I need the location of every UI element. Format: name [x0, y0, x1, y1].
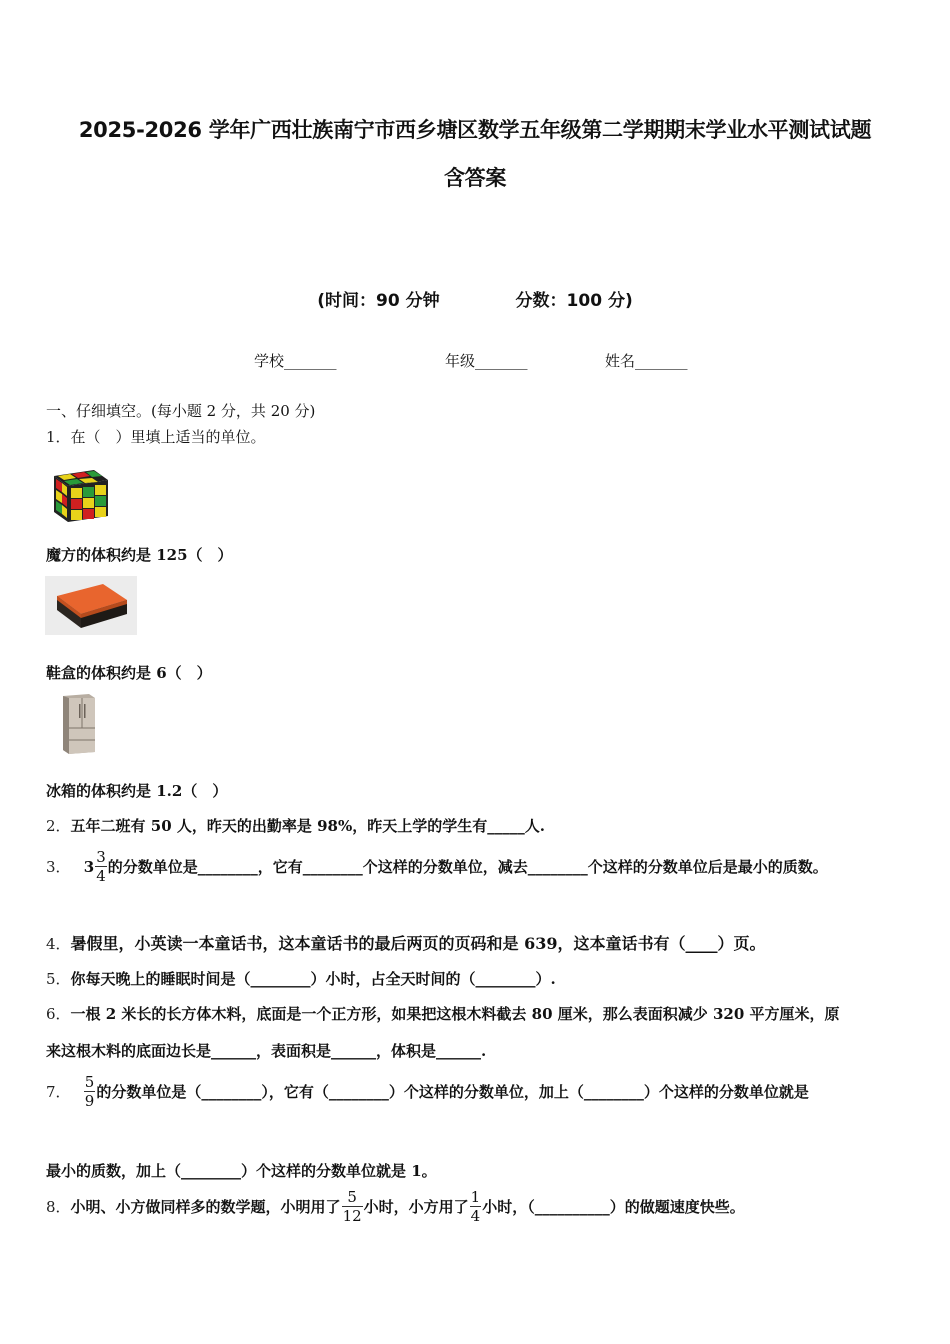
shoebox-image [45, 576, 137, 635]
question-7-continued: 最小的质数，加上（________）个这样的分数单位就是 1。 [46, 1162, 437, 1180]
denominator: 9 [84, 1092, 95, 1110]
question-text: 五年二班有 50 人，昨天的出勤率是 98%，昨天上学的学生有_____人. [70, 817, 545, 835]
denominator: 4 [96, 867, 106, 885]
question-7 [46, 1073, 809, 1110]
name-field: 姓名_______ [605, 352, 688, 370]
question-number: 4． [46, 935, 71, 953]
question-1 [46, 426, 266, 447]
question-8 [46, 1188, 745, 1225]
exam-score: 分数：100 分) [515, 291, 633, 311]
grade-field: 年级_______ [445, 352, 528, 370]
question-number: 6． [46, 1005, 71, 1023]
question-number: 2． [46, 817, 71, 835]
fraction [84, 1073, 96, 1110]
question-text: 你每天晚上的睡眠时间是（________）小时，占全天时间的（________）. [70, 970, 556, 988]
question-1b: 鞋盒的体积约是 6（ ） [46, 664, 212, 682]
question-text: 暑假里，小英读一本童话书，这本童话书的最后两页的页码和是 639，这本童话书有（____）页。 [70, 934, 766, 953]
denominator: 12 [342, 1207, 362, 1225]
fraction-1 [342, 1188, 363, 1225]
fraction-2 [470, 1188, 482, 1225]
exam-time: (时间：90 分钟 [317, 291, 440, 311]
question-text: 的分数单位是________，它有________个这样的分数单位，减去________个这样的分数单位后是最小的质数。 [107, 858, 828, 876]
numerator: 5 [84, 1073, 95, 1091]
title-line-1: 2025-2026 学年广西壮族南宁市西乡塘区数学五年级第二学期期末学业水平测试试题 [78, 118, 872, 142]
exam-meta [0, 286, 950, 311]
question-text-part-1: 小明、小方做同样多的数学题，小明用了 [70, 1198, 341, 1216]
question-text: 在（ ）里填上适当的单位。 [70, 428, 266, 446]
question-number: 7． [46, 1083, 71, 1101]
numerator: 1 [470, 1188, 481, 1206]
question-4 [46, 931, 766, 954]
question-1c: 冰箱的体积约是 1.2（ ） [46, 782, 228, 800]
question-number: 8． [46, 1198, 71, 1216]
question-3 [46, 848, 828, 885]
question-5 [46, 968, 556, 989]
question-2 [46, 815, 545, 836]
question-number: 1． [46, 428, 71, 446]
refrigerator-image [55, 690, 99, 758]
title-line-2: 含答案 [443, 166, 507, 190]
question-number: 3． [46, 858, 71, 876]
fraction [95, 848, 107, 885]
denominator: 4 [470, 1207, 481, 1225]
question-6 [46, 1003, 840, 1024]
question-text-line-1: 一根 2 米长的长方体木料，底面是一个正方形，如果把这根木料截去 80 厘米，那么表面积减少 320 平方厘米，原 [70, 1005, 840, 1023]
question-text-part-3: 小时，（__________）的做题速度快些。 [482, 1198, 745, 1216]
question-text-line-1: 的分数单位是（________），它有（________）个这样的分数单位，加上（________）个这样的分数单位就是 [96, 1083, 809, 1101]
document-title [40, 106, 910, 202]
mixed-number-whole: 3 [83, 857, 95, 876]
question-6-continued: 来这根木料的底面边长是______，表面积是______，体积是______. [46, 1042, 487, 1060]
section-heading: 一、仔细填空。(每小题 2 分，共 20 分) [46, 402, 316, 420]
numerator: 5 [342, 1188, 363, 1207]
school-field: 学校_______ [254, 352, 337, 370]
question-1a: 魔方的体积约是 125（ ） [46, 546, 233, 564]
rubiks-cube-image [50, 466, 112, 524]
numerator: 3 [96, 848, 106, 866]
question-text-part-2: 小时，小方用了 [363, 1198, 469, 1216]
question-number: 5． [46, 970, 71, 988]
